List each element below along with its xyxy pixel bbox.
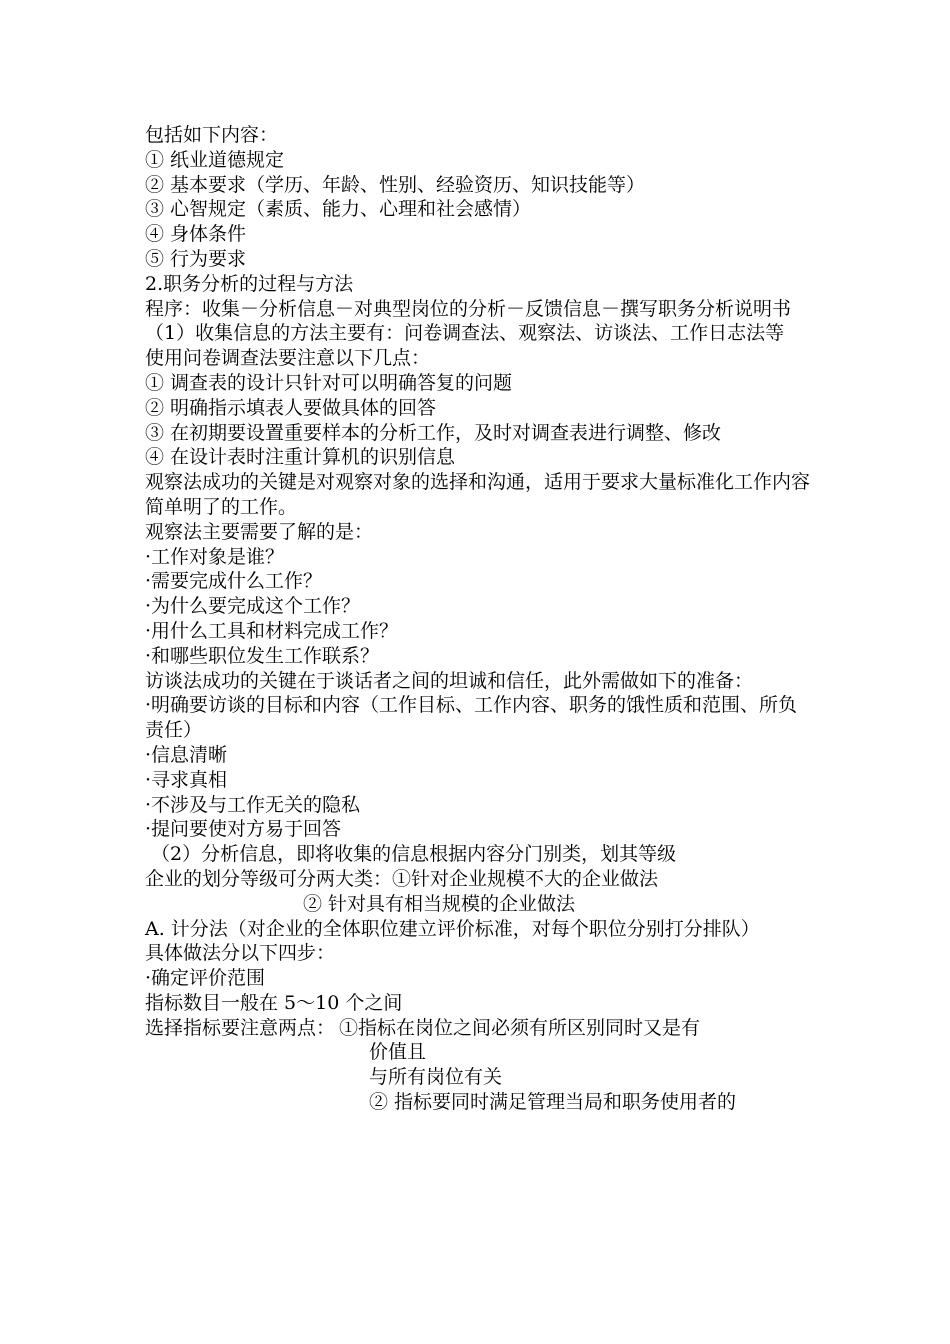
text-line: 指标数目一般在 5～10 个之间: [145, 991, 403, 1014]
list-item: ·需要完成什么工作？: [145, 570, 323, 593]
list-item: ·提问要使对方易于回答: [145, 818, 342, 841]
text-line: （2）分析信息，即将收集的信息根据内容分门别类，划其等级: [151, 843, 677, 866]
section-heading: 2.职务分析的过程与方法: [145, 272, 354, 295]
list-item: ·确定评价范围: [145, 967, 266, 990]
list-item: ④ 身体条件: [145, 223, 247, 246]
criteria-label: 选择指标要注意两点：: [145, 1016, 336, 1039]
list-item: ① 纸业道德规定: [145, 148, 285, 171]
paragraph: 访谈法成功的关键在于谈话者之间的坦诚和信任，此外需做如下的准备：: [145, 669, 754, 692]
text-line: 企业的划分等级可分两大类：①针对企业规模不大的企业做法: [145, 867, 659, 890]
list-item: ·工作对象是谁？: [145, 545, 285, 568]
text-line: 与所有岗位有关: [369, 1066, 503, 1089]
list-item: ② 基本要求（学历、年龄、性别、经验资历、知识技能等）: [145, 173, 646, 196]
text-line: 价值且: [369, 1041, 427, 1064]
list-item: ·寻求真相: [145, 768, 228, 791]
list-item: ·明确要访谈的目标和内容（工作目标、工作内容、职务的饿性质和范围、所负责任）: [145, 694, 798, 742]
text-line: 具体做法分以下四步：: [145, 942, 336, 965]
list-item: ③ 在初期要设置重要样本的分析工作，及时对调查表进行调整、修改: [145, 421, 722, 444]
list-item: ① 调查表的设计只针对可以明确答复的问题: [145, 371, 513, 394]
criteria-item: ①指标在岗位之间必须有所区别同时又是有: [339, 1016, 701, 1039]
list-item: ⑤ 行为要求: [145, 247, 247, 270]
paragraph: （1）收集信息的方法主要有：问卷调查法、观察法、访谈法、工作日志法等: [145, 322, 785, 345]
paragraph: A. 计分法（对企业的全体职位建立评价标准，对每个职位分别打分排队）: [145, 917, 760, 940]
list-item: ·用什么工具和材料完成工作？: [145, 619, 399, 642]
criteria-item: ② 指标要同时满足管理当局和职务使用者的: [369, 1091, 737, 1114]
list-item: ·和哪些职位发生工作联系？: [145, 644, 380, 667]
text-line: 包括如下内容：: [145, 124, 279, 146]
list-item: ④ 在设计表时注重计算机的识别信息: [145, 446, 456, 469]
list-item: ·为什么要完成这个工作？: [145, 595, 361, 618]
list-item: ② 明确指示填表人要做具体的回答: [145, 396, 437, 419]
text-line: ② 针对具有相当规模的企业做法: [303, 892, 576, 915]
paragraph: 观察法成功的关键是对观察对象的选择和沟通，适用于要求大量标准化工作内容简单明了的工作。: [145, 471, 811, 518]
list-item: ③ 心智规定（素质、能力、心理和社会感情）: [145, 198, 532, 221]
text-line: 观察法主要需要了解的是：: [145, 520, 374, 543]
criteria-row: [145, 1016, 813, 1041]
list-item: ·信息清晰: [145, 743, 228, 766]
list-item: ·不涉及与工作无关的隐私: [145, 793, 361, 816]
document-body: [145, 123, 813, 1115]
text-line: 使用问卷调查法要注意以下几点：: [145, 347, 431, 370]
paragraph: 程序：收集－分析信息－对典型岗位的分析－反馈信息－撰写职务分析说明书: [145, 297, 792, 320]
